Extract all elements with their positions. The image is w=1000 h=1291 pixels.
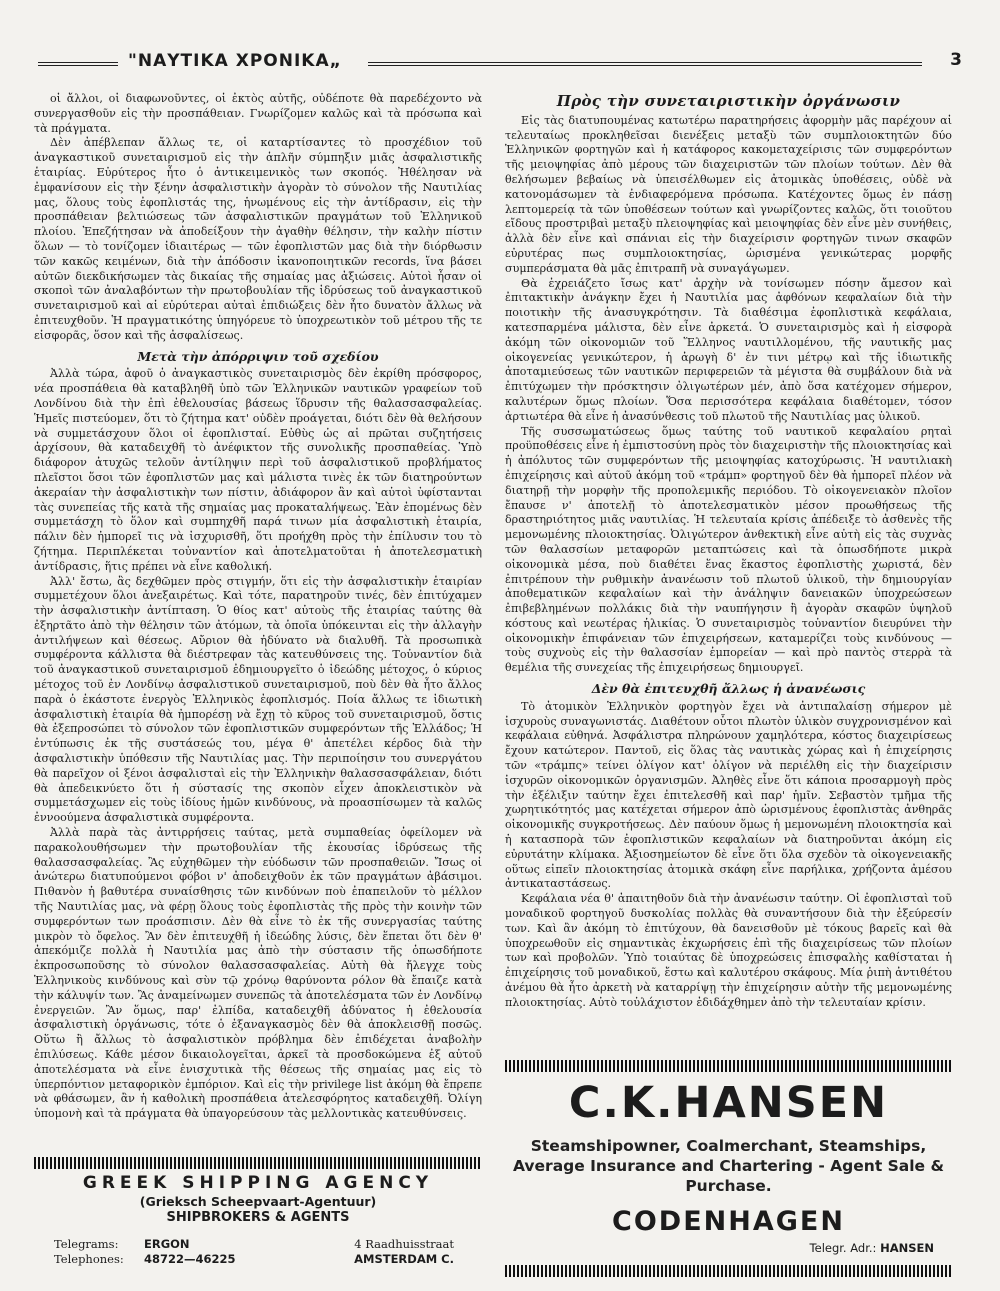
article-paragraph: οἱ ἄλλοι, οἱ διαφωνοῦντες, οἱ ἐκτὸς αὐτῆς, οὐδέποτε θὰ παρεδέχοντο νὰ συνεργασθοῦν εἰς τὴν προσπάθειαν. Γνωρίζομεν καλῶς καὶ τὰ πρόσωπα καὶ τὰ πράγματα. (34, 92, 482, 135)
page-number: 3 (950, 50, 962, 70)
article-paragraph: Ἀλλὰ τώρα, ἀφοῦ ὁ ἀναγκαστικὸς συνεταιρισμὸς δὲν ἐκρίθη πρόσφορος, νέα προσπάθεια θὰ καταβληθῆ ὑπὸ τῶν Ἑλληνικῶν ναυτικῶν γραφείων τοῦ Λονδίνου διὰ τὴν ἐπὶ ἐθελουσίας βάσεως ἵδρυσιν τῆς θαλασσασφαλείας. Ἡμεῖς πιστεύομεν, ὅτι τὸ ζήτημα κατ' οὐδὲν προάγεται, διότι δὲν θὰ θελήσουν νὰ συμμετάσχουν ὅλοι οἱ ἐφοπλισταί. Εὐθὺς ὡς αἱ πρῶται συζητήσεις ἀρχίσουν, θὰ καταδειχθῆ τὸ ἀνέφικτον τῆς συνολικῆς προσπαθείας. Ὑπὸ διάφορον ἀτυχῶς τελοῦν ἀντίληψιν περὶ τοῦ ἀσφαλιστικοῦ προβλήματος πλεῖστοι ὅσοι τῶν ἐφοπλιστῶν μας καὶ μάλιστα τινὲς ἐκ τῶν διατηρούντων ἀκεραίαν τὴν ἀσφαλιστικὴν των πίστιν, ἀδιάφορον ἂν καὶ αὐτοὶ ὑφίστανται τὰς συνεπείας τῆς κατὰ τῆς σημαίας μας προκαταλήψεως. Ἐὰν ἑπομένως δὲν συμμετάσχη τὸ ὅλον καὶ συμπηχθῆ παρά τινων μία ἀσφαλιστικὴ ἑταιρία, πάλιν δὲν ἠμπορεῖ τις νὰ ἰσχυρισθῆ, ὅτι προήχθη πρὸς τὴν ἐπίλυσιν του τὸ ζήτημα. Περιπλέκεται τοὐναντίον καὶ ἀποτελματοῦται ἡ ἀποτελεσματικὴ ἀντίδρασις, ἥτις πρέπει νὰ εἶνε καθολική. (34, 367, 482, 573)
left-column (34, 92, 482, 1122)
agency-role: SHIPBROKERS & AGENTS (166, 1210, 350, 1225)
telegraph-address (505, 1241, 934, 1255)
company-description: Steamshipowner, Coalmerchant, Steamships, Average Insurance and Chartering - Agent Sale & Purchase. (512, 1137, 944, 1195)
page-header (38, 48, 962, 76)
telegrams-value: ERGON (144, 1237, 190, 1251)
ad-border-top (505, 1060, 952, 1072)
article-paragraph: Ἀλλὰ παρὰ τὰς ἀντιρρήσεις ταύτας, μετὰ συμπαθείας ὀφείλομεν νὰ παρακολουθήσωμεν τὴν πρωτοβουλίαν τῆς ἑκουσίας ἱδρύσεως τῆς θαλασσασφαλείας. Ἂς εὐχηθῶμεν τὴν εὐόδωσιν τῶν προσπαθειῶν. Ἴσως οἱ ἀνώτερω διατυπούμενοι φόβοι ν' ἀποδειχθοῦν ἐκ τῶν πραγμάτων ἀβάσιμοι. Πιθανὸν ἡ βαθυτέρα συναίσθησις τῶν κινδύνων ποὺ ἐπαπειλοῦν τὸ μέλλον τῆς Ναυτιλίας μας, νὰ φέρῃ ὅλους τοὺς ἐφοπλιστὰς τῆς πρὸς τὴν κοινὴν τῶν συμφερόντων των προάσπισιν. Δὲν θὰ εἶνε τὸ ἐκ τῆς συνεργασίας ταύτης μικρὸν τὸ ὄφελος. Ἂν δὲν ἐπιτευχθῆ ἡ ἰδεώδης λύσις, δὲν ἕπεται ὅτι δὲν θ' ἀπεκόμιζε πολλὰ ἡ Ναυτιλία μας ἀπὸ τὴν σύστασιν τῆς ὁπωσδήποτε ἐκπροσωποῦσης τὸ σύνολον θαλασσασφαλείας. Αὐτὴ θὰ ἤλεγχε τοὺς Ἑλληνικοὺς κινδύνους καὶ σὺν τῷ χρόνῳ θαρύνοντα ρόλον θὰ ἔπαιζε κατὰ τὴν κάλυψίν των. Ἂς ἀναμείνωμεν συνεπῶς τὰ ἀποτελέσματα τῶν ἐν Λονδίνῳ ἐνεργειῶν. Ἂν ὅμως, παρ' ἐλπίδα, καταδειχθῆ ἀδύνατος ἡ ἐθελουσία ἀσφαλιστικὴ ὀργάνωσις, τότε ὁ ἐξαναγκασμὸς δὲν θὰ ἀποκλεισθῇ ποσῶς. Οὕτω ἢ ἄλλως τὸ ἀσφαλιστικὸν πρόβλημα δὲν ἐπιδέχεται ἀναβολὴν ἐπιλύσεως. Κάθε μέσον δικαιολογεῖται, ἀρκεῖ τὰ προσδοκώμενα ἐξ αὐτοῦ ἀποτελέσματα νὰ εἶνε ἐνισχυτικὰ τῆς θέσεως τῆς σημαίας μας εἰς τὸ ὑπερπόντιον μεταφορικὸν ἐμπόριον. Καὶ εἰς τὴν privilege list ἀκόμη θὰ ἔπρεπε νὰ φθάσωμεν, ἂν ἡ καθολικὴ προσπάθεια ἀτελεσφόρητος καταδειχθῆ. Ὀλίγη ὑπομονὴ καὶ τὰ πράγματα θὰ ὑπαγορεύσουν τὰς μελλοντικὰς κατευθύνσεις. (34, 826, 482, 1121)
header-rule-right (368, 62, 922, 66)
article-title: Πρὸς τὴν συνεταιριστικὴν ὀργάνωσιν (556, 92, 901, 110)
agency-name: GREEK SHIPPING AGENCY (82, 1173, 434, 1193)
agency-subtitle: (Grieksch Scheepvaart-Agentuur) (139, 1194, 377, 1209)
article-paragraph: Ἀλλ' ἔστω, ἂς δεχθῶμεν πρὸς στιγμήν, ὅτι εἰς τὴν ἀσφαλιστικὴν ἑταιρίαν συμμετέχουν ὅλοι ἀνεξαιρέτως. Καὶ τότε, παρατηροῦν τινές, δὲν ἐπιτύχαμεν τὴν ἀσφαλιστικὴν ἀντίπταση. Ὁ θίος κατ' αὐτοὺς τῆς ἑταιρίας ταύτης θὰ ἐξηρτᾶτο ἀπὸ τὴν θέλησιν τῶν ἀτόμων, τὰ ὁποῖα ὑπόκεινται εἰς τὴν ἀλλαγὴν ἀντιλήψεων καὶ θέσεως. Αὔριον θὰ ἠδύνατο νὰ διαλυθῆ. Τὰ προσωπικὰ συμφέροντα κάλλιστα θὰ διέστρεφαν τὰς κατευθύνσεις της. Τοὐναντίον διὰ τοῦ ἀναγκαστικοῦ συνεταιρισμοῦ ἐδημιουργεῖτο ὁ ἰδεώδης μέτοχος, ὁ κύριος μέτοχος τοῦ ἐν Λονδίνῳ ἀσφαλιστικοῦ συνεταιρισμοῦ, ποὺ δὲν θὰ ἦτο ἄλλος παρὰ ὁ ἑκάστοτε ἐνεργὸς Ἑλληνικὸς ἐφοπλισμός. Ποία ἄλλως τε ἰδιωτικὴ ἀσφαλιστικὴ ἑταιρία θὰ ἠμπορέσῃ νὰ ἔχῃ τὸ κῦρος τοῦ συνεταιρισμοῦ, ὅστις θὰ ἐξεπροσώπει τὸ σύνολον τῶν ἐφοπλιστικῶν συμφερόντων τῆς Ἑλλάδος; Ἡ ἐντύπωσις ἐκ τῆς συστάσεώς του, μέγα θ' ἀπετέλει κέρδος διὰ τὴν ἀσφαλιστικὴν ὑπόθεσιν τῆς Ναυτιλίας μας. Τὴν περιποίησιν του συνεργάτου θὰ παρεῖχον οἱ ξένοι ἀσφαλισταὶ εἰς τὴν Ἑλληνικὴν θαλασσασφάλειαν, διότι θὰ ἀπεδεικνύετο ὅτι ἡ σύστασίς της σκοπὸν εἶχεν ἀποκλειστικὸν νὰ συμμετάσχωμεν εἰς τοὺς ἰδίους ἡμῶν κινδύνους, νὰ προασπίσωμεν τὰ καλῶς ἐννοούμενα ἀσφαλιστικὰ συμφέροντα. (34, 574, 482, 825)
address-city: AMSTERDAM C. (354, 1252, 454, 1266)
address-street: 4 Raadhuisstraat (354, 1237, 454, 1251)
article-paragraph: Θὰ ἐχρειάζετο ἴσως κατ' ἀρχὴν νὰ τονίσωμεν πόσην ἄμεσον καὶ ἐπιτακτικὴν ἀνάγκην ἔχει ἡ Ναυτιλία μας ἀφθόνων κεφαλαίων διὰ τὴν ποιοτικὴν τῆς ἀνασυγκρότησιν. Τὰ διαθέσιμα ἐφοπλιστικὰ κεφάλαια, κατεσπαρμένα μάλιστα, δὲν εἶνε ἀρκετά. Ὁ συνεταιρισμὸς καὶ ἡ εἰσφορὰ ἀκόμη τῶν οἰκονομιῶν τοῦ Ἕλληνος ναυτιλλομένου, τῆς ναυτικῆς μας οἰκογενείας γενικώτερον, ἡ ἀρωγὴ δ' ἐν τινι μέτρῳ καὶ τῆς ἰδιωτικῆς ἀποταμιεύσεως τῶν ναυτικῶν περιφερειῶν τὰ μέγιστα θὰ συμβάλουν διὰ νὰ ἐπιτύχωμεν τὴν πρόσκτησιν ὀλιγωτέρων μέν, ἀπὸ ὅσα κατέχομεν σήμερον, καλυτέρων ὅμως πλοίων. Ὅσα περισσότερα κεφάλαια διαθέτομεν, τόσον ἀρτιωτέρα θὰ εἶνε ἡ ἀνασύνθεσις τοῦ πλωτοῦ τῆς Ναυτιλίας μας ὑλικοῦ. (505, 276, 952, 423)
telegrams-label: Telegrams: (54, 1237, 119, 1251)
company-name: C.K.HANSEN (568, 1078, 889, 1128)
company-city: CODENHAGEN (612, 1206, 845, 1237)
telegraph-value: HANSEN (880, 1241, 934, 1255)
greek-shipping-agency-ad (34, 1157, 482, 1277)
telephones-label: Telephones: (54, 1252, 124, 1266)
article-paragraph: Τὸ ἀτομικὸν Ἑλληνικὸν φορτηγὸν ἔχει νὰ ἀντιπαλαίσῃ σήμερον μὲ ἰσχυροὺς συναγωνιστάς. Διαθέτουν οὗτοι πλωτὸν ὑλικὸν συγχρονισμένον καὶ κεφάλαια εὐθηνά. Ἀσφάλιστρα πληρώνουν χαμηλότερα, κόστος διαχειρίσεως ἔχουν κατώτερον. Παντοῦ, εἰς ὅλας τὰς ναυτικὰς χώρας καὶ ἡ ἐπιχείρησις τῶν «τράμπς» τείνει ὀλίγον κατ' ὀλίγον νὰ περιέλθη εἰς τὴν διαχείρισιν ἰσχυρῶν οἰκονομικῶν ὀργανισμῶν. Ἀληθὲς εἶνε ὅτι κάποια προσαρμογὴ πρὸς τὴν ἐξέλιξιν ταύτην ἔχει ἐπιτελεσθῆ καὶ παρ' ἡμῖν. Σεβαστὸν τμῆμα τῆς χωρητικότητός μας κατέχεται σήμερον ἀπὸ ὡρισμένους ἐφοπλιστὰς ἀνθηρᾶς οἰκονομικῆς συγκροτήσεως. Δὲν παύουν ὅμως ἡ μεμονωμένη πλοιοκτησία καὶ ἡ κατασπορὰ τῶν ἐφοπλιστικῶν κεφαλαίων νὰ διατηροῦνται ἀκόμη εἰς εὐρυτάτην κλίμακα. Ἀξιοσημείωτον δὲ εἶνε ὅτι ὅλα σχεδὸν τὰ οἰκογενειακῆς οὕτως εἰπεῖν πλοιοκτησίας ἀτομικὰ σκάφη εἶνε παρήλικα, χρήζοντα ἀμέσου ἀντικαταστάσεως. (505, 699, 952, 891)
ck-hansen-ad (505, 1060, 952, 1277)
masthead-title: "ΝΑΥΤΙΚΑ ΧΡΟΝΙΚΑ„ (128, 51, 342, 71)
article-paragraph: Τῆς συσσωματώσεως ὅμως ταύτης τοῦ ναυτικοῦ κεφαλαίου ρηταὶ προϋποθέσεις εἶνε ἡ ἐμπιστοσύνη πρὸς τὸν διαχειριστὴν τῆς πλοιοκτησίας καὶ ἡ ἀπόλυτος τῶν συμφερόντων τῆς μειοψηφίας κατοχύρωσις. Ἡ ναυτιλιακὴ ἐπιχείρησις καὶ αὐτοῦ ἀκόμη τοῦ «τράμπ» φορτηγοῦ δὲν θὰ ἠμπορεῖ πλέον νὰ διατηρῇ τὴν μορφὴν τῆς προπολεμικῆς περιόδου. Τὸ οἰκογενειακὸν πλοῖον ἔπαυσε ν' ἀποτελῇ τὸ ἀποτελεσματικὸν μέσον προωθήσεως τῆς δραστηριότητος μιᾶς ναυτιλίας. Ἡ τελευταία κρίσις ἀπέδειξε τὸ ἀσθενὲς τῆς μεμονωμένης πλοιοκτησίας. Ὀλιγώτερον ἀνθεκτικὴ εἶνε αὐτὴ εἰς τὰς συχνὰς τῶν θαλασσίων μεταφορῶν μεταπτώσεις καὶ τὰ ὁπωσδήποτε μικρὰ οἰκονομικὰ μέσα, ποὺ διαθέτει ἕνας ἕκαστος ἐφοπλιστὴς χωριστά, δὲν ἐπιτρέπουν τὴν ρυθμικὴν ἀνανέωσιν τοῦ πλωτοῦ ὑλικοῦ, τὴν δημιουργίαν ἀποθεματικῶν κεφαλαίων καὶ τὴν ἀνάληψιν δανειακῶν ὑποχρεώσεων ἐπιβεβλημένων πολλάκις διὰ τὴν ναυπήγησιν ἢ ἀγορὰν σκαφῶν ὑψηλοῦ κόστους καὶ νεωτέρας ἡλικίας. Ὁ συνεταιρισμὸς τοὐναντίον διευρύνει τὴν οἰκονομικὴν ἐπιφάνειαν τῶν ἐπιχειρήσεων, καταμερίζει τοὺς κινδύνους — τοὺς συχνοὺς εἰς τὴν θαλασσίαν ἐμπορείαν — καὶ πρὸ παντὸς στερρὰ τὰ θεμέλια τῆς συνεχείας τῆς ἐπιχειρήσεως δημιουργεῖ. (505, 424, 952, 675)
section-heading: Δὲν θὰ ἐπιτευχθῆ ἄλλως ἡ ἀνανέωσις (591, 681, 866, 697)
article-paragraph: Κεφάλαια νέα θ' ἀπαιτηθοῦν διὰ τὴν ἀνανέωσιν ταύτην. Οἱ ἐφοπλισταὶ τοῦ μοναδικοῦ φορτηγοῦ δυσκολίας πολλὰς θὰ συναντήσουν διὰ τὴν ἐξεύρεσίν των. Καὶ ἂν ἀκόμη τὸ ἐπιτύχουν, θὰ δανεισθοῦν μὲ τόκους βαρεῖς καὶ θὰ ὑποχρεωθοῦν εἰς σημαντικὰς ἐκχωρήσεις ἐπὶ τῆς διαχειρίσεως τῶν πλοίων των καὶ προβολῶν. Ὑπὸ τοιαύτας δὲ ὑποχρεώσεις ἐπισφαλὴς καθίσταται ἡ ἐπιχείρησις τοῦ μοναδικοῦ, ἔστω καὶ καλυτέρου σκάφους. Μία ῥιπὴ ἀντιθέτου ἀνέμου θὰ ἦτο ἀρκετὴ νὰ καταρρίψῃ τὴν ἐπιχείρησιν αὐτὴν τῆς μεμονωμένης πλοιοκτησίας. Αὐτὸ τοὐλάχιστον ἐδιδάχθημεν ἀπὸ τὴν τελευταίαν κρίσιν. (505, 892, 952, 1009)
telephones-value: 48722—46225 (144, 1252, 236, 1266)
section-heading: Μετὰ τὴν ἀπόρριψιν τοῦ σχεδίου (137, 348, 379, 364)
ad-border-bottom (505, 1265, 952, 1277)
article-paragraph: Εἰς τὰς διατυπουμένας κατωτέρω παρατηρήσεις ἀφορμὴν μᾶς παρέχουν αἱ τελευταίως προκληθεῖσαι διενέξεις μεταξὺ τῶν συμπλοιοκτητῶν δύο Ἑλληνικῶν φορτηγῶν καὶ ἡ κατάφορος κακομεταχείρισις τῶν συμφερόντων τῆς μειοψηφίας ἀπὸ μέρους τῶν διαχειριστῶν τῶν πλοίων τούτων. Δὲν θὰ θελήσωμεν βεβαίως νὰ ὑπεισέλθωμεν εἰς ἀτομικὰς ὑποθέσεις, οὐδὲ νὰ κατονομάσωμεν τὰ ἐνδιαφερόμενα πρόσωπα. Κατέχοντες ὅμως ἐν πάσῃ λεπτομερείᾳ τὰ τῶν ὑποθέσεων τούτων καὶ γνωρίζοντες καλῶς, ὅτι τοιοῦτου εἴδους προστριβαὶ μεταξὺ πλειοψηφίας καὶ μειοψηφίας δὲν εἶνε μὲν συνήθεις, ἀλλὰ δὲν εἶνε καὶ σπάνιαι εἰς τὴν διαχείρισιν φορτηγῶν τινων σκαφῶν εὐρυτέρας πως συμπλοιοκτησίας, ὡρισμένα γενικώτερας μορφῆς συμπεράσματα θὰ μᾶς ἐπιτραπῆ νὰ συναγάγωμεν. (505, 113, 952, 275)
telegraph-label: Telegr. Adr.: (809, 1241, 877, 1255)
article-paragraph: Δὲν ἀπέβλεπαν ἄλλως τε, οἱ καταρτίσαντες τὸ προσχέδιον τοῦ ἀναγκαστικοῦ συνεταιρισμοῦ εἰς τὴν ἁπλῆν σύμπηξιν μιᾶς ἀσφαλιστικῆς ἑταιρίας. Εὐρύτερος ἦτο ὁ ἀντικειμενικὸς των σκοπός. Ἠθέλησαν νὰ ἐμφανίσουν εἰς τὴν ξένην ἀσφαλιστικὴν ἀγορὰν τὸ σύνολον τῆς Ναυτιλίας μας, ὅλους τοὺς ἐφοπλιστάς της, ἡνωμένους εἰς τὴν ἀντίδρασιν, εἰς τὴν προσπάθειαν βελτιώσεως τῶν ἀσφαλιστικῶν πραγμάτων τοῦ Ἑλληνικοῦ πλοίου. Ἐπεζήτησαν νὰ ἀποδείξουν τὴν ἀγαθὴν θέλησιν, τὴν καλὴν πίστιν ὅλων — τὸ τονίζομεν ἰδιαιτέρως — τῶν ἐφοπλιστῶν μας διὰ τὴν διόρθωσιν τῶν κακῶς κειμένων, διὰ τὴν ἀπόδοσιν ἱκανοποιητικῶν records, ἵνα βάσει αὐτῶν διεκδικήσωμεν τὰς δικαίας τῆς σημαίας μας ἀξιώσεις. Αὐτοὶ ἦσαν οἱ σκοποὶ τῶν ἀναλαβόντων τὴν πρωτοβουλίαν τῆς ἱδρύσεως τοῦ ἀναγκαστικοῦ συνεταιρισμοῦ καὶ αἱ εὐρύτεραι αὐταὶ ἐπιδιώξεις δὲν ἦτο δυνατὸν ἄλλως νὰ ἐπιτευχθοῦν. Ἡ πραγματικότης ὑπηγόρευε τὸ ὑποχρεωτικὸν τοῦ μέτρου τῆς τε εἰσφορᾶς, ὅσον καὶ τῆς ἀσφαλίσεως. (34, 136, 482, 342)
header-rule-left (38, 62, 118, 66)
right-column (505, 92, 952, 1011)
ad-border-top (34, 1157, 482, 1169)
